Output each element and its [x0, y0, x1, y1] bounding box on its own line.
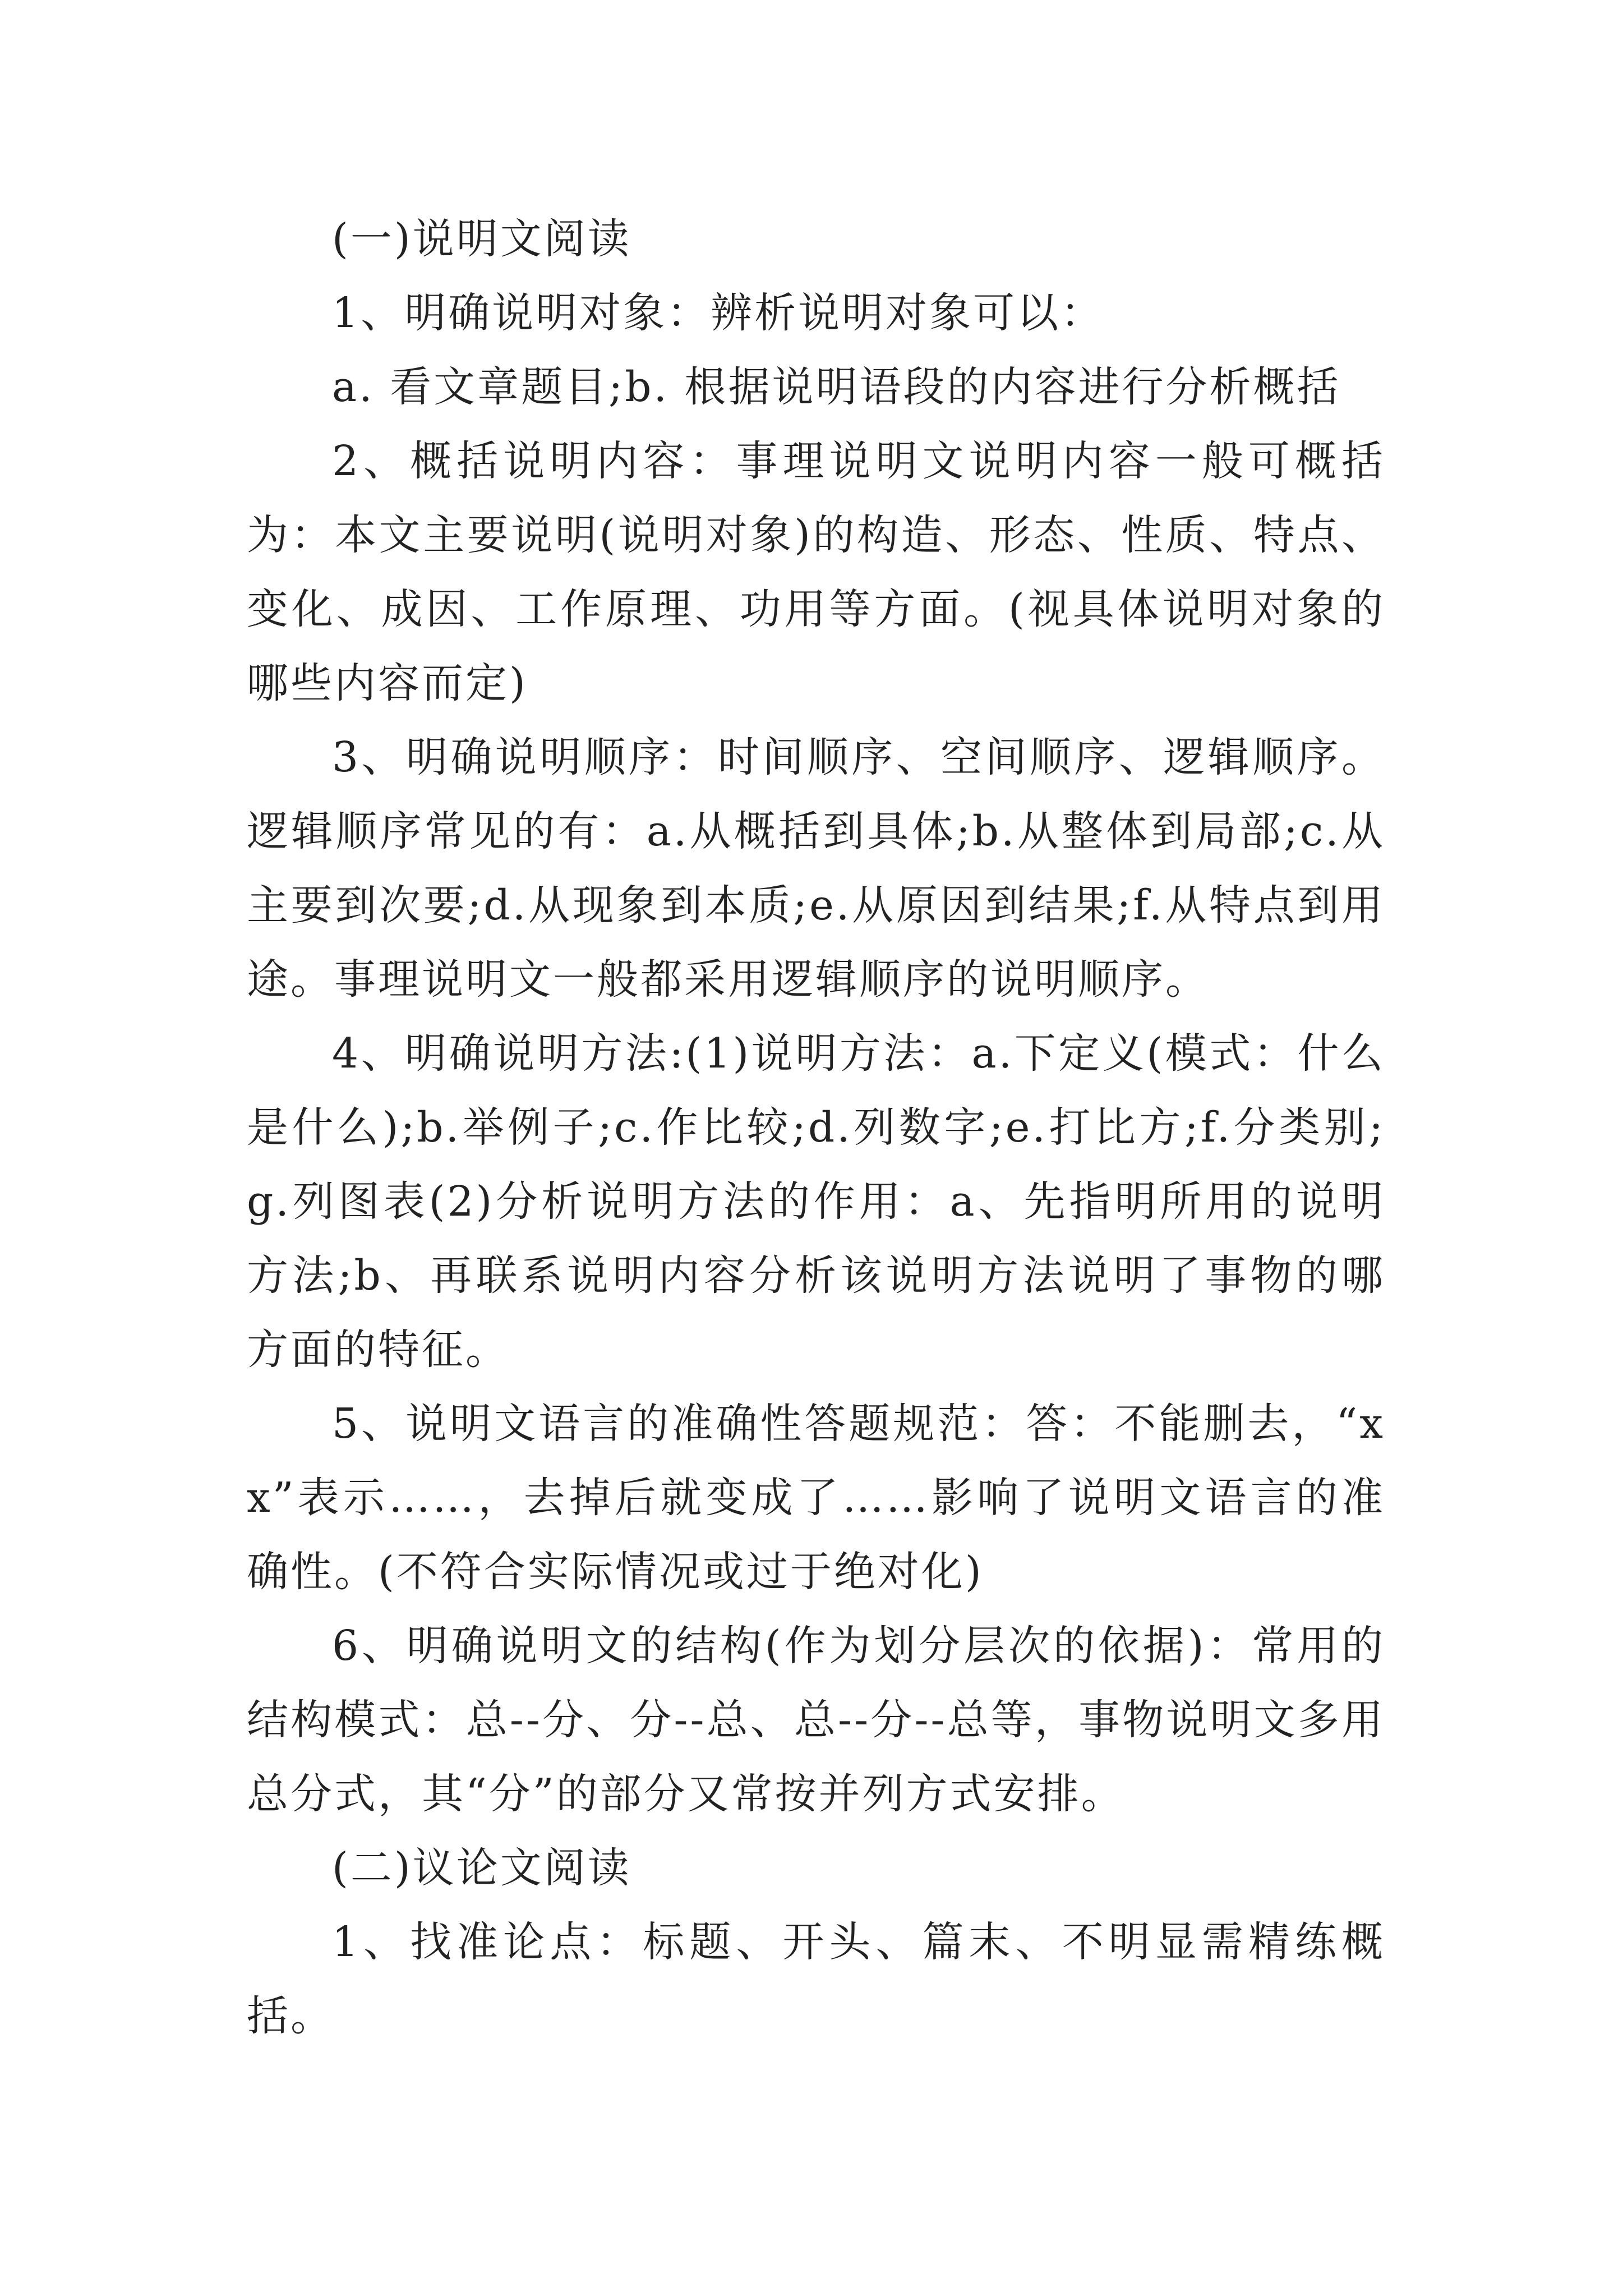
paragraph-argumentative-1: 1、找准论点：标题、开头、篇末、不明显需精练概括。 — [247, 1918, 1385, 2040]
paragraph-3: 3、明确说明顺序：时间顺序、空间顺序、逻辑顺序。逻辑顺序常见的有：a.从概括到具体;b.从整体到局部;c.从主要到次要;d.从现象到本质;e.从原因到结果;f.从特点到用途。事理说明文一般都采用逻辑顺序的说明顺序。 — [247, 733, 1385, 1004]
paragraph-4: 4、明确说明方法:(1)说明方法：a.下定义(模式：什么是什么);b.举例子;c.作比较;d.列数字;e.打比方;f.分类别;g.列图表(2)分析说明方法的作用：a、先指明所用的说明方法;b、再联系说明内容分析该说明方法说明了事物的哪方面的特征。 — [247, 1029, 1385, 1374]
document-body — [247, 202, 1385, 2053]
paragraph-5: 5、说明文语言的准确性答题规范：答：不能删去，“xx”表示……，去掉后就变成了……影响了说明文语言的准确性。(不符合实际情况或过于绝对化) — [247, 1400, 1385, 1596]
section-heading-argumentative: (二)议论文阅读 — [332, 1844, 631, 1892]
paragraph-6: 6、明确说明文的结构(作为划分层次的依据)：常用的结构模式：总--分、分--总、总--分--总等，事物说明文多用总分式，其“分”的部分又常按并列方式安排。 — [247, 1622, 1385, 1818]
paragraph-2: 2、概括说明内容：事理说明文说明内容一般可概括为：本文主要说明(说明对象)的构造、形态、性质、特点、变化、成因、工作原理、功用等方面。(视具体说明对象的哪些内容而定) — [247, 437, 1385, 707]
paragraph-1: 1、明确说明对象：辨析说明对象可以： — [332, 289, 1105, 337]
paragraph-1-methods: a. 看文章题目;b. 根据说明语段的内容进行分析概括 — [332, 363, 1341, 411]
section-heading-expository: (一)说明文阅读 — [332, 215, 631, 263]
